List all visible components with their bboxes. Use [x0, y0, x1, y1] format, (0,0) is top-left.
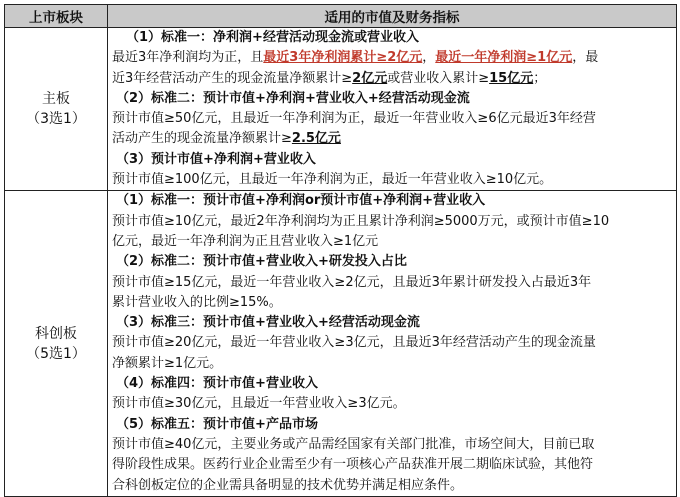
text-span: ， — [422, 50, 436, 66]
criteria-line: 预计市值≥30亿元，且最近一年营业收入≥3亿元。 — [112, 396, 406, 412]
standard-title: （3）标准三：预计市值+营业收入+经营活动现金流 — [116, 315, 420, 331]
criteria-line: 净额累计≥1亿元。 — [112, 355, 223, 371]
criteria-cell-star — [108, 191, 677, 496]
board-choice: （3选1） — [26, 111, 86, 128]
criteria-line: 合科创板定位的企业需具备明显的技术优势并满足相应条件。 — [112, 477, 464, 493]
standard-title: （2）标准二：预计市值+营业收入+研发投入占比 — [116, 254, 407, 270]
listing-criteria-table — [4, 4, 677, 497]
criteria-line — [112, 69, 672, 89]
underlined-text: 2亿元 — [352, 70, 388, 86]
text-span: 最近3年净利润均为正，且 — [112, 50, 264, 66]
standard-title: （2）标准二：预计市值+净利润+营业收入+经营活动现金流 — [116, 90, 470, 106]
board-name: 主板 — [42, 91, 70, 108]
standard-title: （3）预计市值+净利润+营业收入 — [116, 151, 316, 167]
header-board: 上市板块 — [5, 5, 108, 28]
criteria-line: 预计市值≥40亿元，主要业务或产品需经国家有关部门批准，市场空间大，目前已取 — [112, 436, 595, 452]
criteria-line — [112, 48, 672, 68]
highlight-text: 最近一年净利润≥1亿元 — [435, 50, 573, 66]
table-row-main-board — [5, 28, 677, 191]
board-name: 科创板 — [35, 325, 77, 342]
underlined-text: 15亿元 — [489, 70, 534, 86]
criteria-line: 预计市值≥10亿元，最近2年净利润均为正且累计净利润≥5000万元，或预计市值≥10 — [112, 213, 610, 229]
standard-title: （1）标准一：净利润+经营活动现金流或营业收入 — [126, 30, 419, 45]
criteria-line: 得阶段性成果。医药行业企业需至少有一项核心产品获准开展二期临床试验，其他符 — [112, 457, 594, 473]
text-span: ； — [533, 70, 547, 86]
standard-title: （4）标准四：预计市值+营业收入 — [116, 376, 318, 392]
criteria-line: 预计市值≥100亿元，且最近一年净利润为正，最近一年营业收入≥10亿元。 — [112, 172, 553, 188]
standard-title: （5）标准五：预计市值+产品市场 — [116, 416, 318, 432]
criteria-cell-main — [108, 28, 677, 191]
underlined-text: 2.5亿元 — [291, 131, 341, 147]
criteria-line — [112, 129, 672, 149]
table-row-star-board — [5, 191, 677, 496]
board-choice: （5选1） — [26, 345, 86, 362]
board-cell-star — [5, 191, 108, 496]
criteria-line: 预计市值≥50亿元，且最近一年净利润为正，最近一年营业收入≥6亿元最近3年经营 — [112, 111, 596, 127]
header-criteria: 适用的市值及财务指标 — [108, 5, 677, 28]
text-span: 近3年经营活动产生的现金流量净额累计≥ — [112, 70, 353, 86]
highlight-text: 最近3年净利润累计≥2亿元 — [263, 50, 423, 66]
criteria-line: 预计市值≥20亿元，最近一年营业收入≥3亿元，且最近3年经营活动产生的现金流量 — [112, 335, 596, 351]
text-span: 活动产生的现金流量净额累计≥ — [112, 131, 292, 147]
standard-title: （1）标准一：预计市值+净利润or预计市值+净利润+营业收入 — [116, 193, 486, 209]
criteria-line: 亿元，最近一年净利润为正且营业收入≥1亿元 — [112, 233, 379, 249]
text-span: 或营业收入累计≥ — [387, 70, 490, 86]
criteria-line: 预计市值≥15亿元，最近一年营业收入≥2亿元，且最近3年累计研发投入占最近3年 — [112, 274, 592, 290]
text-span: ，最 — [572, 50, 599, 66]
criteria-line: 累计营业收入的比例≥15%。 — [112, 294, 282, 310]
board-cell-main — [5, 28, 108, 191]
table-header-row — [5, 5, 677, 28]
